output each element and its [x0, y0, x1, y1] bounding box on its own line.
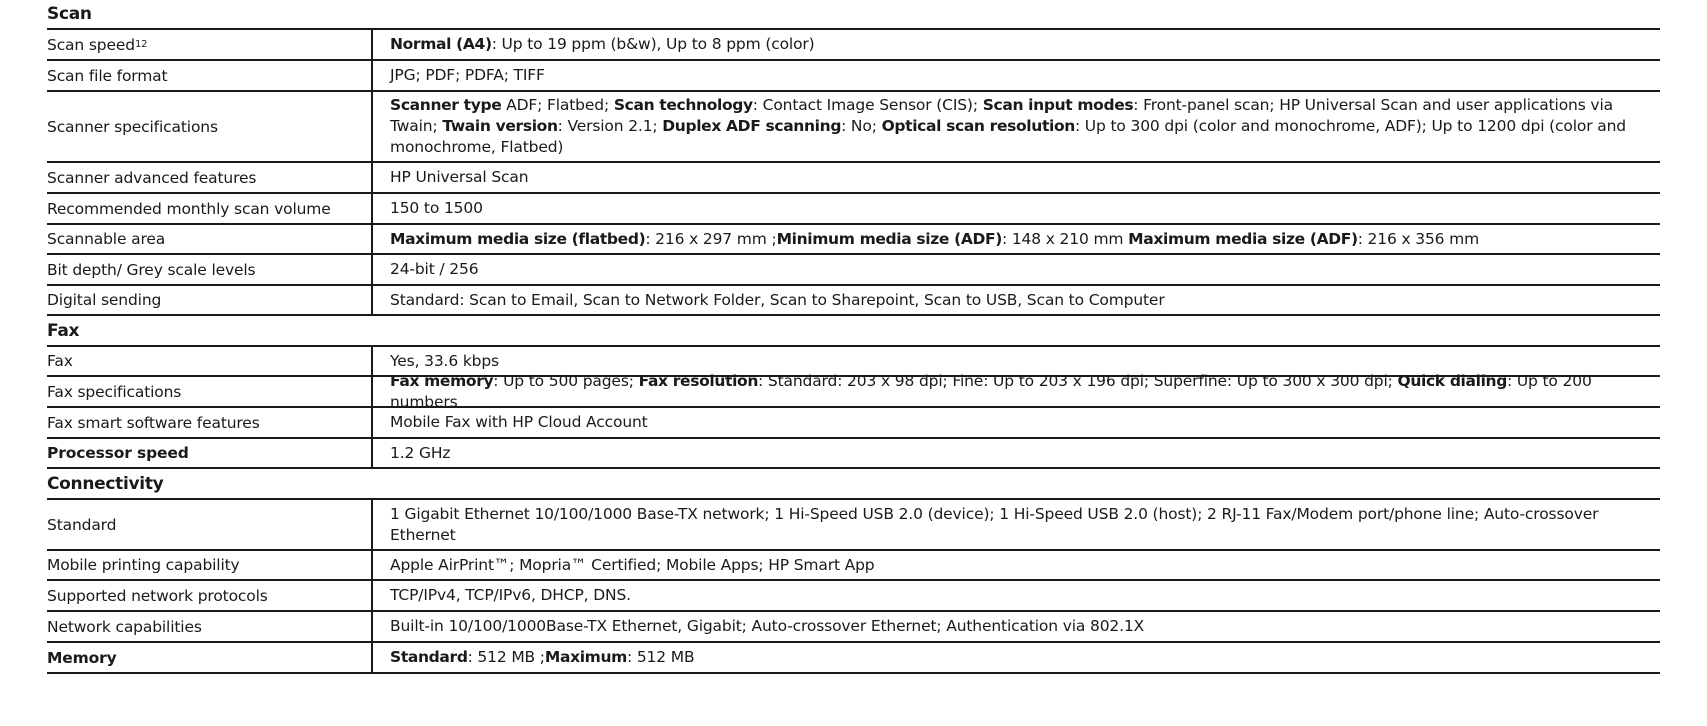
section-header-connectivity	[47, 469, 1660, 500]
spec-value	[373, 551, 1660, 579]
spec-text: : Up to 300 dpi (color and monochrome, ADF); Up to 1200 dpi (color and monochrome, Flatbed)	[390, 117, 1626, 156]
spec-text: : 512 MB	[626, 648, 695, 666]
spec-row-scanner-specifications	[47, 92, 1660, 163]
spec-row-scanner-advanced-features	[47, 163, 1660, 194]
spec-text: Apple AirPrint™; Mopria™ Certified; Mobile Apps; HP Smart App	[390, 555, 875, 574]
spec-row-scannable-area	[47, 225, 1660, 255]
spec-label-text: Processor speed	[47, 444, 189, 462]
spec-value	[373, 61, 1660, 90]
spec-label	[47, 225, 373, 253]
spec-key: Fax memory	[390, 371, 494, 390]
spec-label-text: Fax smart software features	[47, 413, 260, 432]
spec-key: Optical scan resolution	[881, 117, 1075, 135]
spec-row-fax-smart-software-features	[47, 408, 1660, 439]
spec-label-text: Standard	[47, 515, 117, 534]
spec-text: Mobile Fax with HP Cloud Account	[390, 413, 648, 431]
spec-key: Duplex ADF scanning	[662, 117, 842, 135]
spec-label	[47, 408, 373, 437]
section-header-scan	[47, 0, 1660, 30]
spec-text: : 512 MB ;	[467, 648, 545, 666]
spec-key: Standard	[390, 648, 468, 666]
spec-label-text: Memory	[47, 648, 117, 667]
spec-label	[47, 377, 373, 406]
spec-label	[47, 500, 373, 549]
spec-label-text: Mobile printing capability	[47, 556, 240, 574]
spec-key: Scanner type	[390, 96, 502, 114]
spec-value	[373, 581, 1660, 610]
spec-value	[373, 612, 1660, 641]
spec-label-text: Scanner specifications	[47, 117, 218, 136]
spec-key: Minimum media size (ADF)	[776, 229, 1002, 248]
spec-label-text: Scan file format	[47, 66, 168, 85]
section-title: Scan	[47, 4, 92, 24]
spec-label	[47, 194, 373, 223]
spec-label-text: Fax specifications	[47, 382, 182, 401]
spec-row-memory	[47, 643, 1660, 674]
spec-label	[47, 347, 373, 375]
spec-text: : 148 x 210 mm	[1002, 229, 1129, 248]
spec-row-supported-network-protocols	[47, 581, 1660, 612]
spec-value	[373, 643, 1660, 672]
spec-label	[47, 551, 373, 579]
spec-text: : 216 x 297 mm ;	[645, 229, 777, 248]
spec-row-scan-file-format	[47, 61, 1660, 92]
spec-label-text: Supported network protocols	[47, 586, 268, 605]
spec-label-text: Scannable area	[47, 230, 166, 248]
spec-key: Twain version	[442, 117, 558, 135]
spec-text: : Up to 200 numbers	[390, 371, 1592, 411]
spec-text: : 216 x 356 mm	[1357, 229, 1480, 248]
spec-text: TCP/IPv4, TCP/IPv6, DHCP, DNS.	[390, 586, 631, 604]
spec-text: 24-bit / 256	[390, 260, 479, 278]
spec-value	[373, 163, 1660, 192]
spec-key: Scan technology	[613, 96, 753, 114]
spec-key: Quick dialing	[1397, 371, 1507, 390]
spec-label-text: Digital sending	[47, 291, 162, 309]
spec-text: Yes, 33.6 kbps	[390, 351, 499, 370]
spec-text: : No;	[841, 117, 882, 135]
section-header-fax	[47, 316, 1660, 347]
spec-text: : Front-panel scan; HP Universal Scan and user applications via Twain;	[390, 96, 1613, 135]
spec-value	[373, 92, 1660, 161]
spec-label	[47, 61, 373, 90]
spec-row-mobile-printing-capability	[47, 551, 1660, 581]
spec-text: HP Universal Scan	[390, 168, 529, 186]
spec-text: : Standard: 203 x 98 dpi; Fine: Up to 203 x 196 dpi; Superfine: Up to 300 x 300 dpi;	[758, 371, 1398, 390]
spec-value	[373, 408, 1660, 437]
spec-key: Maximum	[544, 648, 627, 666]
spec-row-digital-sending	[47, 286, 1660, 316]
spec-value	[373, 194, 1660, 223]
spec-text: ADF; Flatbed;	[501, 96, 614, 114]
section-title: Fax	[47, 320, 80, 341]
spec-text: 1.2 GHz	[390, 443, 451, 462]
spec-label-text: Bit depth/ Grey scale levels	[47, 260, 256, 279]
spec-label	[47, 286, 373, 314]
spec-value	[373, 439, 1660, 467]
spec-table	[47, 0, 1660, 674]
spec-text: JPG; PDF; PDFA; TIFF	[390, 66, 545, 84]
spec-row-processor-speed	[47, 439, 1660, 469]
spec-key: Maximum media size (ADF)	[1128, 229, 1358, 248]
spec-label	[47, 255, 373, 284]
spec-text: 1 Gigabit Ethernet 10/100/1000 Base-TX network; 1 Hi-Speed USB 2.0 (device); 1 Hi-Speed USB 2.0 (host); 2 RJ-11 Fax/Modem port/phone line; Auto-crossover Ethernet	[390, 504, 1599, 544]
spec-label	[47, 612, 373, 641]
spec-label	[47, 92, 373, 161]
spec-label-text: Scan speed	[47, 35, 135, 54]
spec-label-text: Fax	[47, 352, 73, 370]
spec-text: Standard: Scan to Email, Scan to Network Folder, Scan to Sharepoint, Scan to USB, Scan to Computer	[390, 290, 1165, 309]
spec-row-network-capabilities	[47, 612, 1660, 643]
spec-key: Maximum media size (flatbed)	[390, 229, 646, 248]
spec-text: 150 to 1500	[390, 199, 483, 217]
spec-label	[47, 643, 373, 672]
spec-value	[373, 255, 1660, 284]
spec-key: Scan input modes	[982, 96, 1134, 114]
spec-row-bit-depth-grey-scale-levels	[47, 255, 1660, 286]
spec-row-standard	[47, 500, 1660, 551]
spec-text: Built-in 10/100/1000Base-TX Ethernet, Gigabit; Auto-crossover Ethernet; Authentication via 802.1X	[390, 617, 1145, 635]
spec-label-text: Network capabilities	[47, 617, 202, 636]
spec-value	[373, 500, 1660, 549]
spec-text: : Version 2.1;	[557, 117, 663, 135]
spec-text: : Up to 500 pages;	[493, 371, 639, 390]
spec-value	[373, 225, 1660, 253]
spec-key: Normal (A4)	[390, 35, 492, 53]
spec-text: : Up to 19 ppm (b&w), Up to 8 ppm (color)	[491, 35, 815, 53]
spec-key: Fax resolution	[638, 371, 759, 390]
spec-label	[47, 439, 373, 467]
spec-row-fax-specifications	[47, 371, 1660, 411]
spec-row-scan-speed	[47, 30, 1660, 61]
section-title: Connectivity	[47, 473, 164, 494]
spec-label-text: Scanner advanced features	[47, 168, 257, 187]
spec-value	[373, 30, 1660, 59]
spec-label	[47, 163, 373, 192]
spec-value	[373, 371, 1660, 411]
spec-text: : Contact Image Sensor (CIS);	[752, 96, 983, 114]
spec-row-recommended-monthly-scan-volume	[47, 194, 1660, 225]
spec-label	[47, 581, 373, 610]
spec-label: Scan speed 12	[47, 30, 373, 59]
spec-value	[373, 286, 1660, 314]
spec-label-text: Recommended monthly scan volume	[47, 199, 331, 218]
